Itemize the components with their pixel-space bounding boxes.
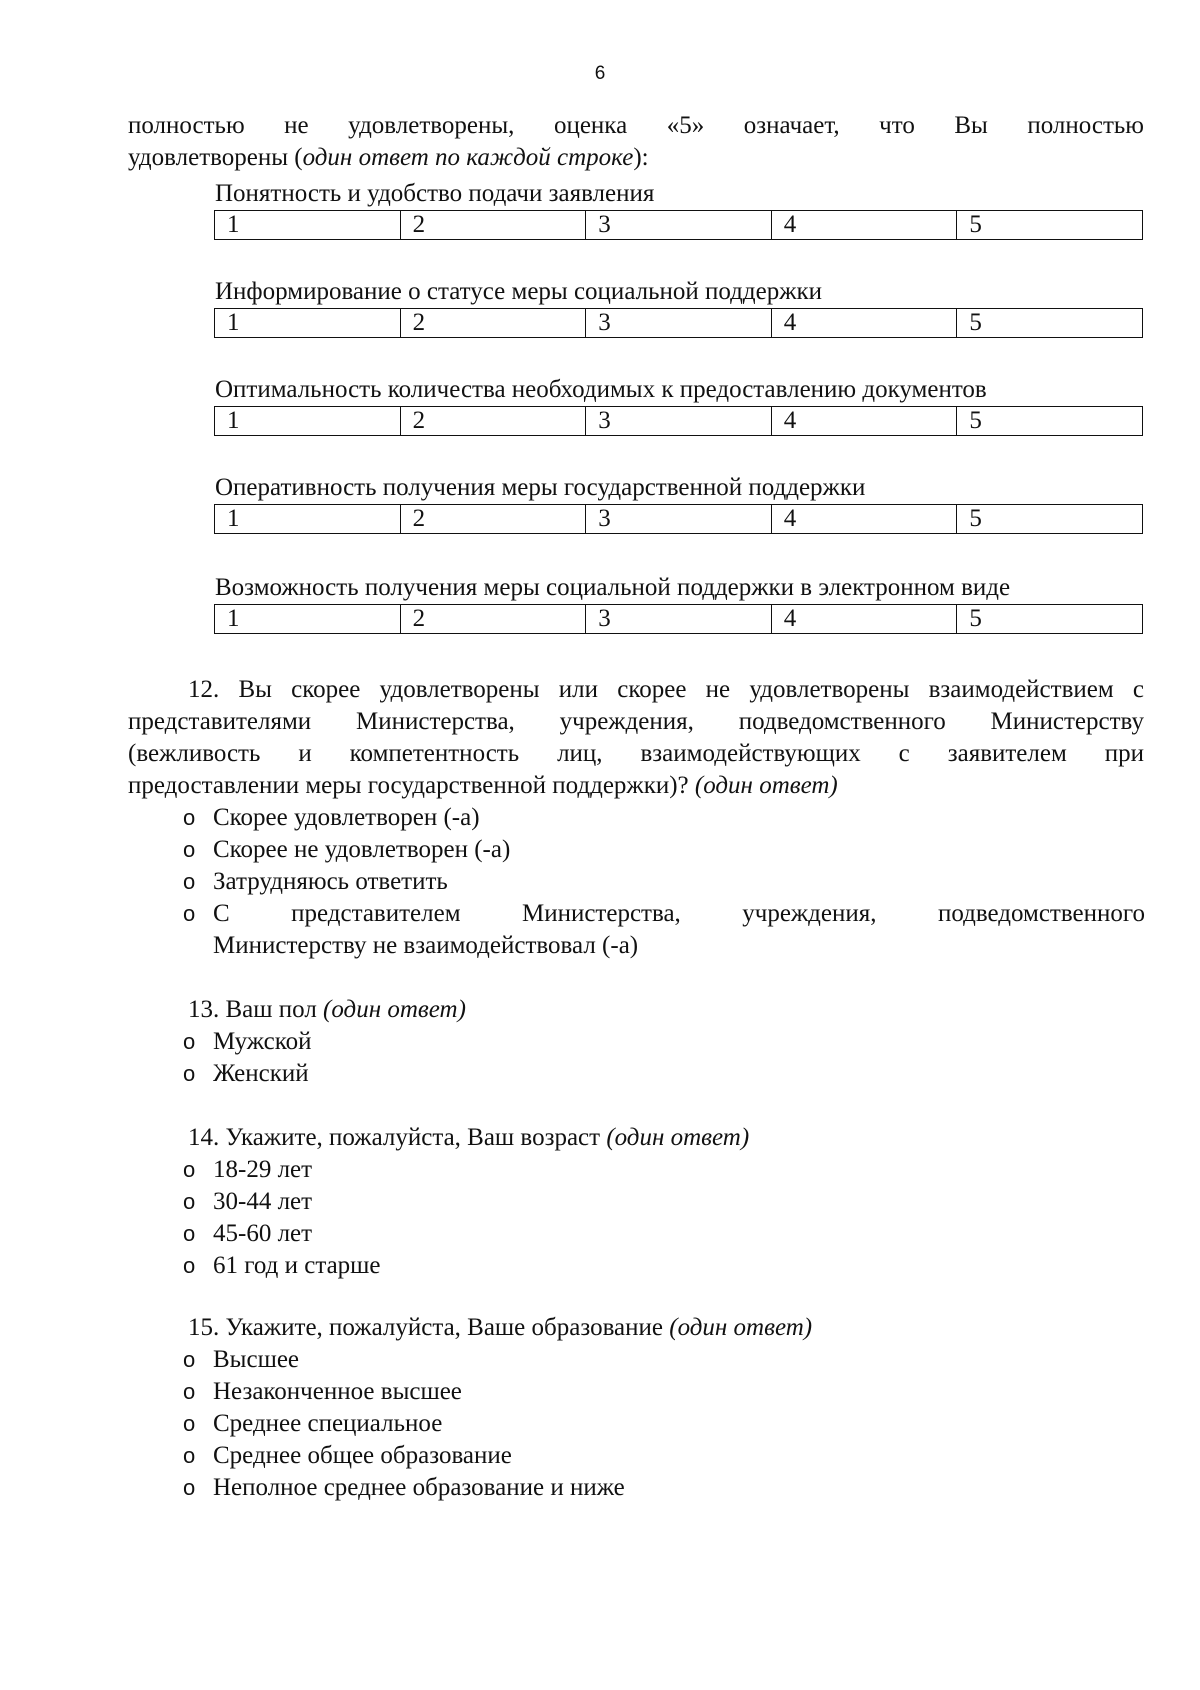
radio-circle-icon: o <box>183 1347 196 1372</box>
radio-circle-icon: o <box>183 1157 196 1182</box>
radio-circle-icon: o <box>183 869 196 894</box>
rating-title-3: Оптимальность количества необходимых к предоставлению документов <box>215 376 987 403</box>
rating-cell[interactable]: 2 <box>400 505 586 533</box>
q12-line-1: 12. Вы скорее удовлетворены или скорее не удовлетворены взаимодействием с <box>188 676 1144 703</box>
radio-circle-icon: o <box>183 1061 196 1086</box>
rating-cell[interactable]: 4 <box>771 605 957 633</box>
question-13-title: 13. Ваш пол (один ответ) <box>188 996 466 1023</box>
radio-option[interactable]: o Затрудняюсь ответить <box>183 866 1145 898</box>
q12-line-2: представителями Министерства, учреждения, подведомственного Министерству <box>128 708 1144 735</box>
rating-cell[interactable]: 3 <box>585 309 771 337</box>
radio-circle-icon: o <box>183 1221 196 1246</box>
radio-circle-icon: o <box>183 1379 196 1404</box>
q15-options <box>183 1344 1145 1504</box>
radio-option[interactable]: o Среднее общее образование <box>183 1440 1145 1472</box>
radio-circle-icon: o <box>183 1189 196 1214</box>
radio-circle-icon: o <box>183 1475 196 1500</box>
rating-title-1: Понятность и удобство подачи заявления <box>215 180 655 207</box>
question-14-title: 14. Укажите, пожалуйста, Ваш возраст (один ответ) <box>188 1124 750 1151</box>
rating-cell[interactable]: 3 <box>585 211 771 239</box>
radio-circle-icon: o <box>183 1411 196 1436</box>
radio-option[interactable]: o 45-60 лет <box>183 1218 1145 1250</box>
question-15-title: 15. Укажите, пожалуйста, Ваше образование (один ответ) <box>188 1314 813 1341</box>
rating-cell[interactable]: 1 <box>227 605 240 632</box>
rating-cell[interactable]: 3 <box>585 605 771 633</box>
q12-options <box>183 802 1145 962</box>
rating-cell[interactable]: 2 <box>400 407 586 435</box>
rating-cell[interactable]: 5 <box>956 505 1142 533</box>
radio-option[interactable]: o Незаконченное высшее <box>183 1376 1145 1408</box>
rating-cell[interactable]: 1 <box>227 407 240 434</box>
radio-option[interactable]: o Скорее удовлетворен (-а) <box>183 802 1145 834</box>
radio-option[interactable]: o 18-29 лет <box>183 1154 1145 1186</box>
rating-cell[interactable]: 1 <box>227 309 240 336</box>
rating-cell[interactable]: 2 <box>400 605 586 633</box>
rating-cell[interactable]: 1 <box>227 505 240 532</box>
rating-cell[interactable]: 4 <box>771 211 957 239</box>
question-12 <box>128 674 1144 802</box>
radio-option[interactable]: o 30-44 лет <box>183 1186 1145 1218</box>
radio-option[interactable]: o Неполное среднее образование и ниже <box>183 1472 1145 1504</box>
rating-scale-5 <box>214 604 1143 634</box>
rating-title-4: Оперативность получения меры государственной поддержки <box>215 474 866 501</box>
rating-cell[interactable]: 5 <box>956 211 1142 239</box>
rating-cell[interactable]: 4 <box>771 309 957 337</box>
rating-cell[interactable]: 3 <box>585 407 771 435</box>
rating-scale-3 <box>214 406 1143 436</box>
radio-circle-icon: o <box>183 1443 196 1468</box>
rating-cell[interactable]: 5 <box>956 407 1142 435</box>
rating-title-2: Информирование о статусе меры социальной поддержки <box>215 278 823 305</box>
radio-circle-icon: o <box>183 1029 196 1054</box>
radio-option[interactable]: o Скорее не удовлетворен (-а) <box>183 834 1145 866</box>
radio-circle-icon: o <box>183 805 196 830</box>
q12-line-4: предоставлении меры государственной поддержки)? (один ответ) <box>128 772 838 799</box>
radio-option[interactable]: o Женский <box>183 1058 1145 1090</box>
rating-scale-2 <box>214 308 1143 338</box>
radio-option[interactable]: o С представителем Министерства, учреждения, подведомственного Министерству не взаимодействовал (-а) <box>183 900 1145 959</box>
rating-cell[interactable]: 1 <box>227 211 240 238</box>
page-number: 6 <box>594 63 606 84</box>
rating-cell[interactable]: 2 <box>400 309 586 337</box>
rating-scale-4 <box>214 504 1143 534</box>
intro-paragraph <box>128 110 1144 174</box>
radio-option[interactable]: o Высшее <box>183 1344 1145 1376</box>
radio-circle-icon: o <box>183 901 196 926</box>
q12-line-3: (вежливость и компетентность лиц, взаимодействующих с заявителем при <box>128 740 1144 767</box>
rating-cell[interactable]: 5 <box>956 605 1142 633</box>
radio-option[interactable]: o Среднее специальное <box>183 1408 1145 1440</box>
radio-circle-icon: o <box>183 1253 196 1278</box>
radio-circle-icon: o <box>183 837 196 862</box>
q13-options <box>183 1026 1145 1090</box>
intro-line-2: удовлетворены (один ответ по каждой строке): <box>128 144 649 171</box>
rating-cell[interactable]: 3 <box>585 505 771 533</box>
rating-cell[interactable]: 5 <box>956 309 1142 337</box>
rating-cell[interactable]: 4 <box>771 505 957 533</box>
rating-scale-1 <box>214 210 1143 240</box>
rating-title-5: Возможность получения меры социальной поддержки в электронном виде <box>215 574 1011 601</box>
rating-cell[interactable]: 4 <box>771 407 957 435</box>
radio-option[interactable]: o 61 год и старше <box>183 1250 1145 1282</box>
radio-option[interactable]: o Мужской <box>183 1026 1145 1058</box>
intro-line-1: полностью не удовлетворены, оценка «5» означает, что Вы полностью <box>128 112 1144 139</box>
q14-options <box>183 1154 1145 1282</box>
rating-cell[interactable]: 2 <box>400 211 586 239</box>
